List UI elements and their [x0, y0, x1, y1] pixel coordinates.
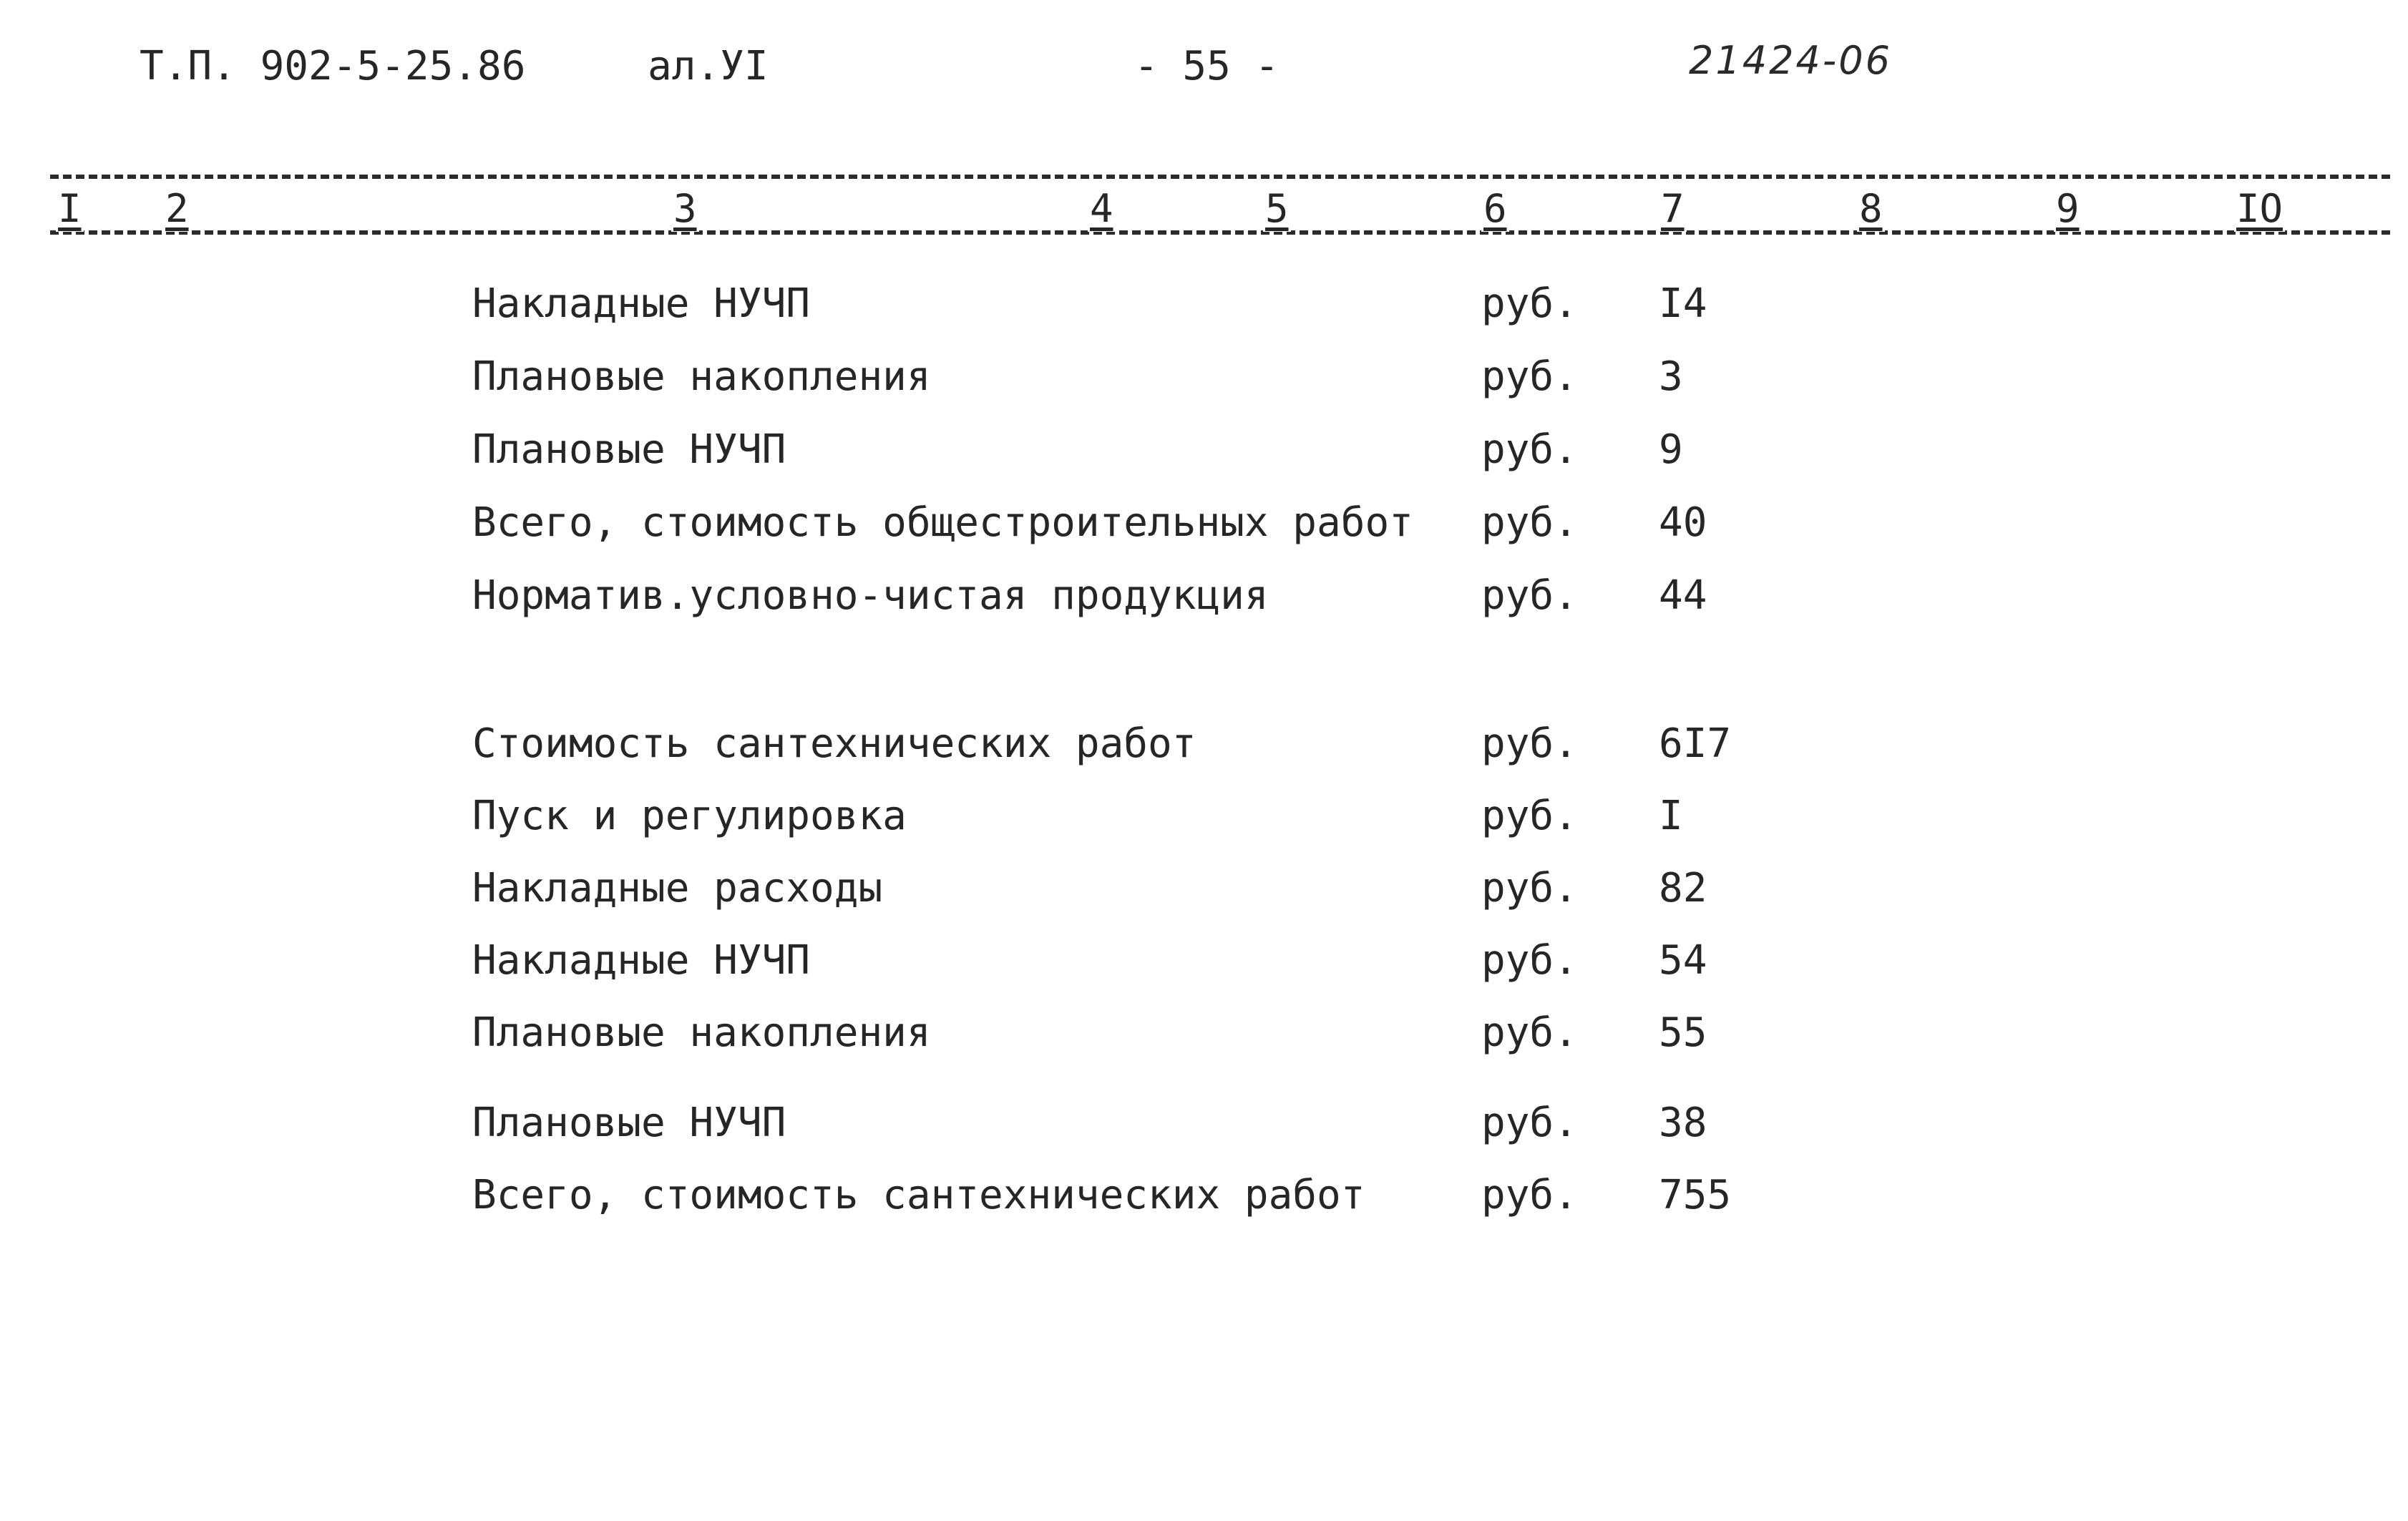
row-value: 38	[1659, 1100, 1707, 1146]
row-value: I4	[1659, 280, 1707, 327]
row-name: Плановые накопления	[472, 1009, 931, 1056]
table-row	[0, 421, 2408, 479]
table-row	[0, 567, 2408, 625]
column-number: 3	[671, 186, 699, 232]
row-value: 9	[1659, 426, 1683, 473]
row-value: 3	[1659, 353, 1683, 400]
column-number: 6	[1481, 186, 1509, 232]
row-unit: руб.	[1481, 353, 1578, 400]
row-value: 6I7	[1659, 720, 1732, 767]
document-code: Т.П. 902-5-25.86	[140, 43, 526, 89]
dashed-rule-top	[50, 175, 2390, 179]
row-name: Накладные НУЧП	[472, 937, 811, 984]
table-row	[0, 494, 2408, 552]
column-number: 2	[163, 186, 191, 232]
row-name: Накладные НУЧП	[472, 280, 811, 327]
column-number: 9	[2054, 186, 2082, 232]
table-row	[0, 1095, 2408, 1152]
column-number: 4	[1088, 186, 1116, 232]
row-name: Всего, стоимость сантехнических работ	[472, 1172, 1365, 1218]
column-number: IO	[2234, 186, 2285, 232]
row-name: Норматив.условно-чистая продукция	[472, 572, 1269, 619]
row-name: Плановые НУЧП	[472, 1100, 786, 1146]
row-unit: руб.	[1481, 499, 1578, 546]
column-number: 7	[1659, 186, 1687, 232]
table-row	[0, 1004, 2408, 1062]
row-unit: руб.	[1481, 720, 1578, 767]
row-name: Пуск и регулировка	[472, 793, 907, 839]
table-row	[0, 1167, 2408, 1224]
table-row	[0, 348, 2408, 406]
table-row	[0, 275, 2408, 333]
row-value: 55	[1659, 1009, 1707, 1056]
column-number: I	[56, 186, 84, 232]
row-value: 54	[1659, 937, 1707, 984]
row-unit: руб.	[1481, 1009, 1578, 1056]
row-unit: руб.	[1481, 793, 1578, 839]
sheet-label: ал.УI	[648, 43, 769, 89]
row-unit: руб.	[1481, 1172, 1578, 1218]
row-value: 44	[1659, 572, 1707, 619]
row-unit: руб.	[1481, 280, 1578, 327]
row-unit: руб.	[1481, 865, 1578, 911]
column-number: 8	[1857, 186, 1885, 232]
inventory-number: 21424-06	[1689, 38, 1892, 83]
row-unit: руб.	[1481, 426, 1578, 473]
row-value: I	[1659, 793, 1683, 839]
table-row	[0, 788, 2408, 845]
row-name: Всего, стоимость общестроительных работ	[472, 499, 1413, 546]
row-value: 82	[1659, 865, 1707, 911]
row-name: Накладные расходы	[472, 865, 883, 911]
table-row	[0, 860, 2408, 917]
row-name: Стоимость сантехнических работ	[472, 720, 1196, 767]
row-name: Плановые НУЧП	[472, 426, 786, 473]
row-value: 40	[1659, 499, 1707, 546]
row-unit: руб.	[1481, 937, 1578, 984]
row-value: 755	[1659, 1172, 1732, 1218]
page-number: - 55 -	[1134, 43, 1279, 89]
table-row	[0, 932, 2408, 989]
column-number: 5	[1263, 186, 1291, 232]
dashed-rule-bottom	[50, 230, 2390, 235]
row-name: Плановые накопления	[472, 353, 931, 400]
row-unit: руб.	[1481, 1100, 1578, 1146]
row-unit: руб.	[1481, 572, 1578, 619]
table-row	[0, 715, 2408, 773]
